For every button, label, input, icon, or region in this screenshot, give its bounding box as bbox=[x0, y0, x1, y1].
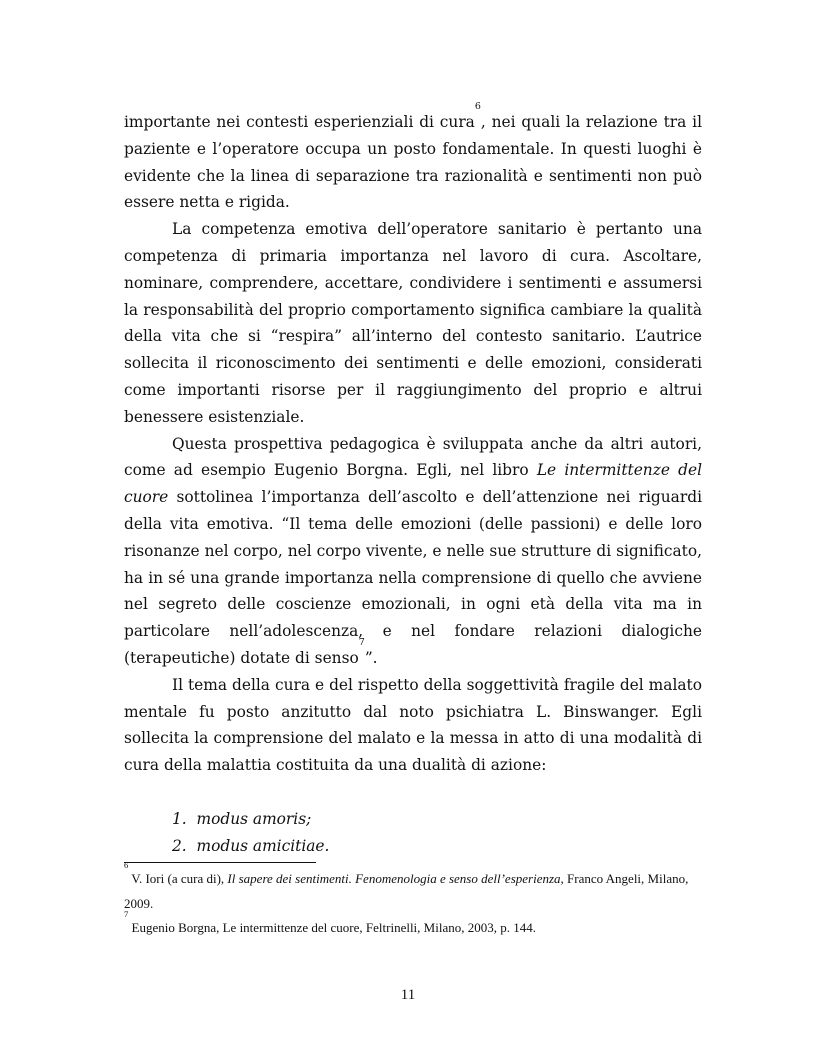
paragraph bbox=[124, 101, 702, 216]
list-item bbox=[124, 806, 702, 833]
footnotes bbox=[124, 860, 702, 941]
body-text bbox=[124, 101, 702, 860]
paragraph-text: importante nei contesti esperienziali di cura bbox=[124, 113, 475, 131]
footnote-number: 6 bbox=[124, 860, 129, 870]
list-number: 2. bbox=[172, 836, 187, 855]
paragraph bbox=[124, 431, 702, 672]
list-number: 1. bbox=[172, 809, 187, 828]
footnote-text: Franco Angeli, Milano, 2009. bbox=[124, 871, 689, 911]
footnote-title: Il sapere dei sentimenti. Fenomenologia e senso dell’esperienza, bbox=[227, 871, 564, 886]
paragraph: La competenza emotiva dell’operatore sanitario è pertanto una competenza di primaria importanza nel lavoro di cura. Ascoltare, nominare, comprendere, accettare, condividere i sentimenti e assumersi la responsabilità del proprio comportamento significa cambiare la qualità della vita che si “respira” all’interno del contesto sanitario. L’autrice sollecita il riconoscimento dei sentimenti e delle emozioni, considerati come importanti risorse per il raggiungimento del proprio e altrui benessere esistenziale. bbox=[124, 220, 702, 426]
paragraph-text: , nei quali la relazione tra il paziente e l’operatore occupa un posto fondamentale. In questi luoghi è evidente che la linea di separazione tra razionalità e sentimenti non può essere netta e rigida. bbox=[124, 113, 702, 212]
list-text: modus amicitiae. bbox=[196, 836, 330, 855]
book-title: Le intermittenze del cuore bbox=[124, 461, 702, 507]
paragraph-text: ”. bbox=[364, 648, 378, 667]
list-item bbox=[124, 833, 702, 860]
footnote-text: Eugenio Borgna, Le intermittenze del cuore, Feltrinelli, Milano, 2003, p. 144. bbox=[128, 920, 536, 935]
numbered-list bbox=[124, 806, 702, 860]
footnote bbox=[124, 860, 702, 916]
paragraph: Il tema della cura e del rispetto della soggettività fragile del malato mentale fu posto anzitutto dal noto psichiatra L. Binswanger. Egli sollecita la comprensione del malato e la messa in atto di una modalità di cura della malattia costituita da una dualità di azione: bbox=[124, 675, 702, 775]
footnote-ref: 7 bbox=[358, 636, 365, 648]
footnote-divider bbox=[124, 862, 316, 863]
paragraph-text: Questa prospettiva pedagogica è sviluppata anche da altri autori, come ad esempio Eugenio Borgna. Egli, nel libro bbox=[124, 434, 702, 480]
paragraph-text: sottolinea l’importanza dell’ascolto e dell’attenzione nei riguardi della vita emotiva. “Il tema delle emozioni (delle passioni) e delle loro risonanze nel corpo, nel corpo vivente, e nelle sue strutture di significato, ha in sé una grande importanza nella comprensione di quello che avviene nel segreto delle coscienze emozionali, in ogni età della vita ma in particolare nell’adolescenza, e nel fondare relazioni dialogiche (terapeutiche) dotate di senso bbox=[124, 488, 702, 667]
page-number: 11 bbox=[400, 987, 416, 1003]
footnote-ref: 6 bbox=[474, 101, 481, 112]
footnote bbox=[124, 909, 702, 941]
list-text: modus amoris; bbox=[196, 809, 312, 828]
footnote-number: 7 bbox=[124, 909, 129, 919]
footnote-text: V. Iori (a cura di), bbox=[128, 871, 228, 886]
